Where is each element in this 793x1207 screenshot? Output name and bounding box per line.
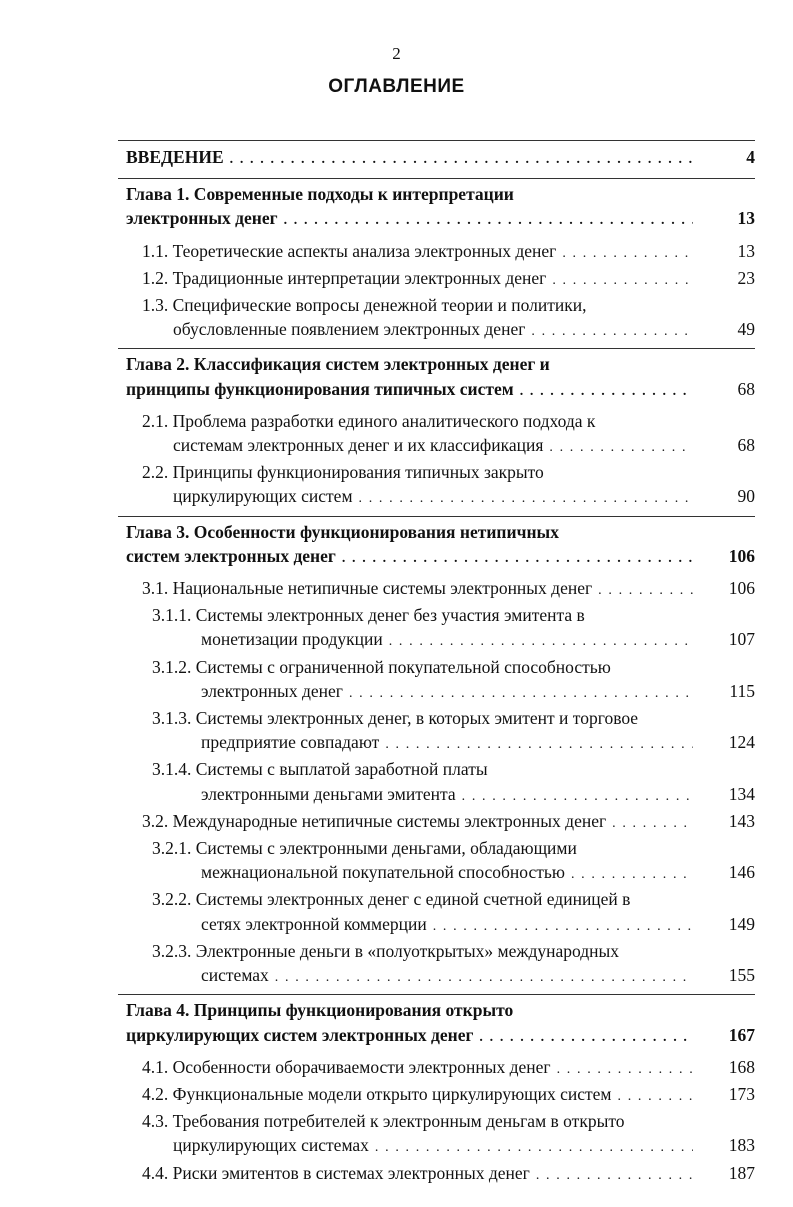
toc-entry-3-1-1[interactable]: 3.1.1. Системы электронных денег без участия эмитента в монетизации продукции . . . 107 [118, 603, 755, 654]
page-ref: 4 [746, 147, 755, 167]
page-ref: 173 [728, 1083, 755, 1104]
toc-entry-3-1[interactable]: 3.1. Национальные нетипичные системы электронных денег . . . 106 [118, 576, 755, 603]
page-ref: 187 [728, 1162, 755, 1183]
toc-chapter-2-block [118, 349, 755, 516]
dot-leader [284, 209, 693, 233]
page-ref: 155 [728, 965, 755, 986]
toc-entry-4-3[interactable]: 4.3. Требования потребителей к электронным деньгам в открыто циркулирующих системах . . . 183 [118, 1109, 755, 1160]
page-title: ОГЛАВЛЕНИЕ [328, 76, 465, 97]
dot-leader [552, 269, 693, 293]
toc-entry-3-2-1[interactable]: 3.2.1. Системы с электронными деньгами, обладающими межнациональной покупательной способностью . . . 146 [118, 836, 755, 887]
dot-leader [571, 863, 693, 887]
toc-entry-4-4[interactable]: 4.4. Риски эмитентов в системах электронных денег . . . 187 [118, 1161, 755, 1188]
page-ref: 149 [728, 913, 755, 934]
toc-entry-chapter-3[interactable]: Глава 3. Особенности функционирования нетипичных систем электронных денег . . . 106 [118, 520, 755, 571]
dot-leader [359, 487, 693, 511]
toc-entry-3-1-2[interactable]: 3.1.2. Системы с ограниченной покупательной способностью электронных денег . . . 115 [118, 655, 755, 706]
dot-leader [536, 1164, 693, 1188]
toc-chapter-1-block [118, 179, 755, 349]
page-ref: 134 [728, 783, 755, 804]
toc-chapter-4-block [118, 995, 755, 1191]
page-ref: 124 [728, 732, 755, 753]
toc-entry-3-1-4[interactable]: 3.1.4. Системы с выплатой заработной платы электронными деньгами эмитента . . . 134 [118, 757, 755, 808]
toc-entry-2-2[interactable]: 2.2. Принципы функционирования типичных закрыто циркулирующих систем . . . 90 [118, 460, 755, 511]
toc-entry-1-2[interactable]: 1.2. Традиционные интерпретации электронных денег . . . 23 [118, 266, 755, 293]
page-ref: 106 [728, 578, 755, 599]
page-ref: 106 [728, 545, 755, 566]
page-ref: 49 [737, 319, 755, 340]
page-ref: 168 [728, 1056, 755, 1077]
page-ref: 167 [728, 1024, 755, 1045]
toc-entry-chapter-4[interactable]: Глава 4. Принципы функционирования открыто циркулирующих систем электронных денег . . . 167 [118, 998, 755, 1049]
toc-intro-block [118, 140, 755, 179]
dot-leader [612, 812, 693, 836]
toc-entry-3-2[interactable]: 3.2. Международные нетипичные системы электронных денег . . . 143 [118, 809, 755, 836]
toc-entry-1-3[interactable]: 1.3. Специфические вопросы денежной теории и политики, обусловленные появлением электронных денег . . . 49 [118, 293, 755, 344]
dot-leader [598, 579, 693, 603]
toc-entry-3-1-3[interactable]: 3.1.3. Системы электронных денег, в которых эмитент и торговое предприятие совпадают . . . 124 [118, 706, 755, 757]
dot-leader [230, 148, 693, 172]
toc-entry-1-1[interactable]: 1.1. Теоретические аспекты анализа электронных денег . . . 13 [118, 239, 755, 266]
page-number: 2 [392, 44, 401, 63]
dot-leader [549, 436, 693, 460]
dot-leader [462, 785, 693, 809]
dot-leader [479, 1026, 693, 1050]
dot-leader [531, 320, 693, 344]
page-ref: 68 [737, 435, 755, 456]
dot-leader [557, 1058, 693, 1082]
toc-entry-chapter-1[interactable]: Глава 1. Современные подходы к интерпретации электронных денег . . . 13 [118, 182, 755, 233]
toc-entry-intro[interactable]: ВВЕДЕНИЕ . . . 4 [118, 145, 755, 172]
dot-leader [520, 380, 693, 404]
page-ref: 143 [728, 810, 755, 831]
toc-entry-4-2[interactable]: 4.2. Функциональные модели открыто циркулирующих систем . . . 173 [118, 1082, 755, 1109]
page-ref: 90 [737, 486, 755, 507]
dot-leader [385, 733, 693, 757]
toc-entry-chapter-2[interactable]: Глава 2. Классификация систем электронных денег и принципы функционирования типичных систем . . . 68 [118, 352, 755, 403]
table-of-contents [118, 140, 755, 1192]
dot-leader [433, 915, 693, 939]
toc-entry-4-1[interactable]: 4.1. Особенности оборачиваемости электронных денег . . . 168 [118, 1055, 755, 1082]
dot-leader [562, 242, 693, 266]
dot-leader [389, 630, 693, 654]
toc-entry-2-1[interactable]: 2.1. Проблема разработки единого аналитического подхода к системам электронных денег и их классификация . . . 68 [118, 409, 755, 460]
page-ref: 13 [737, 208, 755, 229]
dot-leader [375, 1136, 693, 1160]
page-ref: 107 [728, 629, 755, 650]
dot-leader [618, 1085, 693, 1109]
dot-leader [342, 547, 693, 571]
page-ref: 13 [737, 240, 755, 261]
dot-leader [275, 966, 693, 990]
dot-leader [349, 682, 693, 706]
toc-chapter-3-block [118, 517, 755, 996]
toc-entry-3-2-3[interactable]: 3.2.3. Электронные деньги в «полуоткрытых» международных системах . . . 155 [118, 939, 755, 990]
page-ref: 23 [737, 267, 755, 288]
page-ref: 183 [728, 1135, 755, 1156]
toc-entry-3-2-2[interactable]: 3.2.2. Системы электронных денег с единой счетной единицей в сетях электронной коммерции . . . 149 [118, 887, 755, 938]
page-ref: 146 [728, 862, 755, 883]
page-ref: 68 [737, 378, 755, 399]
page-ref: 115 [729, 680, 755, 701]
